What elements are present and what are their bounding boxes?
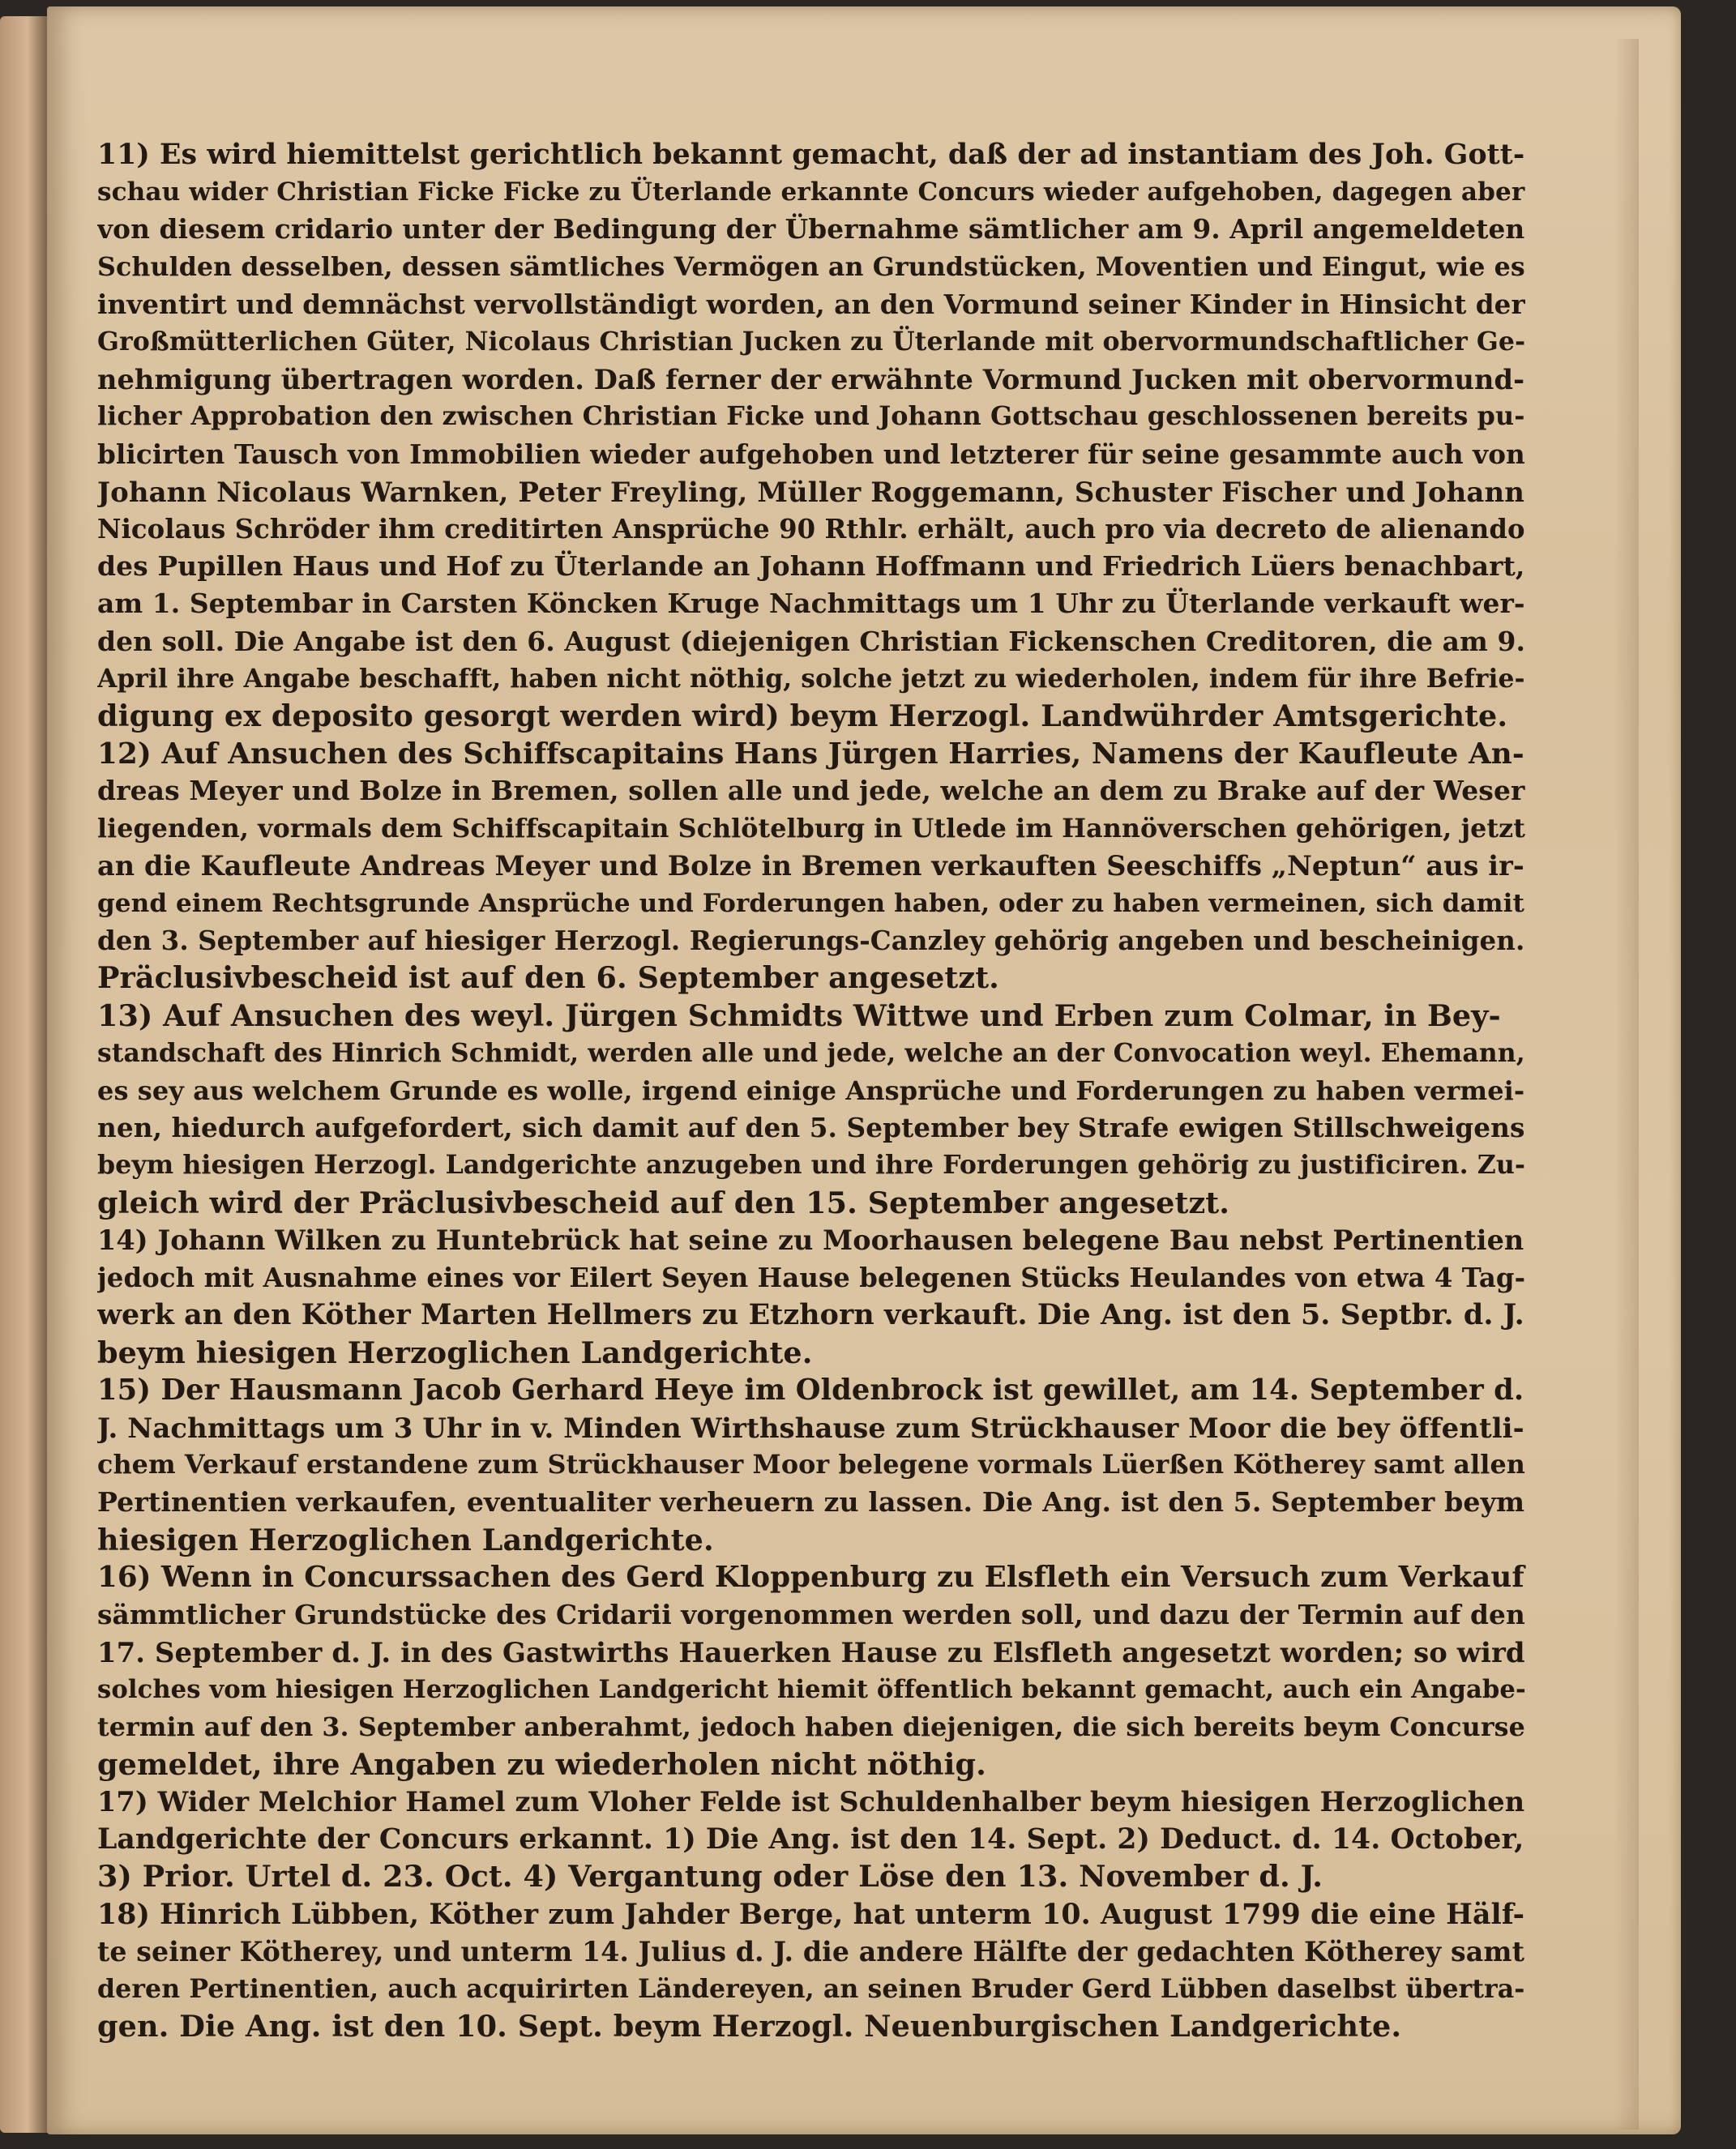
text-line: an die Kaufleute Andreas Meyer und Bolze in Bremen verkauften Seeschiffs „Neptun“ aus ir- xyxy=(97,849,1524,882)
page-text xyxy=(97,136,1532,2045)
text-line: 13) Auf Ansuchen des weyl. Jürgen Schmidts Wittwe und Erben zum Colmar, in Bey- xyxy=(97,998,1501,1033)
text-line: solches vom hiesigen Herzoglichen Landgericht hiemit öffentlich bekannt gemacht, auch ein Angabe- xyxy=(97,1675,1526,1705)
text-line: 15) Der Hausmann Jacob Gerhard Heye im Oldenbrock ist gewillet, am 14. September d. xyxy=(97,1373,1524,1407)
text-line: licher Approbation den zwischen Christian Ficke und Johann Gottschau geschlossenen bereits pu- xyxy=(97,401,1525,432)
text-line: beym hiesigen Herzogl. Landgerichte anzugeben und ihre Forderungen gehörig zu justificiren. Zu- xyxy=(97,1150,1526,1181)
text-line: nehmigung übertragen worden. Daß ferner der erwähnte Vormund Jucken mit obervormund- xyxy=(97,363,1525,396)
text-line: den 3. September auf hiesiger Herzogl. Regierungs-Canzley gehörig angeben und bescheinigen. xyxy=(97,925,1525,957)
text-line: 14) Johann Wilken zu Huntebrück hat seine zu Moorhausen belegene Bau nebst Pertinentien xyxy=(97,1224,1524,1256)
text-line: te seiner Kötherey, und unterm 14. Julius d. J. die andere Hälfte der gedachten Kötherey samt xyxy=(97,1935,1525,1967)
notice-entry-12 xyxy=(97,735,1532,997)
notice-entry-15 xyxy=(97,1372,1532,1559)
previous-page-edge xyxy=(0,16,50,2133)
text-line: digung ex deposito gesorgt werden wird) beym Herzogl. Landwührder Amtsgerichte. xyxy=(97,699,1508,734)
text-line: gemeldet, ihre Angaben zu wiederholen nicht nöthig. xyxy=(97,1746,986,1782)
notice-entry-18 xyxy=(97,1896,1532,2046)
text-line: es sey aus welchem Grunde es wolle, irgend einige Ansprüche und Forderungen zu haben vermei- xyxy=(97,1075,1525,1107)
text-line: deren Pertinentien, auch acquirirten Ländereyen, an seinen Bruder Gerd Lübben daselbst übertra- xyxy=(97,1973,1525,2004)
text-line: termin auf den 3. September anberahmt, jedoch haben diejenigen, die sich bereits beym Concurse xyxy=(97,1711,1525,1742)
notice-entry-14 xyxy=(97,1222,1532,1372)
text-line: chem Verkauf erstandene zum Strückhauser Moor belegene vormals Lüerßen Kötherey samt allen xyxy=(97,1450,1526,1480)
notice-entry-13 xyxy=(97,998,1532,1222)
text-line: Präclusivbescheid ist auf den 6. September angesetzt. xyxy=(97,960,999,996)
text-line: 16) Wenn in Concurssachen des Gerd Kloppenburg zu Elsfleth ein Versuch zum Verkauf xyxy=(97,1560,1524,1594)
text-line: gleich wird der Präclusivbescheid auf den 15. September angesetzt. xyxy=(97,1185,1230,1220)
text-line: J. Nachmittags um 3 Uhr in v. Minden Wirthshause zum Strückhauser Moor die bey öffentli- xyxy=(97,1411,1524,1444)
text-line: des Pupillen Haus und Hof zu Üterlande an Johann Hoffmann und Friedrich Lüers benachbart, xyxy=(97,550,1525,583)
text-line: den soll. Die Angabe ist den 6. August (diejenigen Christian Fickenschen Creditoren, die am 9. xyxy=(97,625,1526,657)
text-line: dreas Meyer und Bolze in Bremen, sollen alle und jede, welche an dem zu Brake auf der Weser xyxy=(97,775,1525,807)
text-line: 12) Auf Ansuchen des Schiffscapitains Hans Jürgen Harries, Namens der Kaufleute An- xyxy=(97,737,1524,771)
text-line: hiesigen Herzoglichen Landgerichte. xyxy=(97,1522,714,1557)
notice-entry-11 xyxy=(97,136,1532,735)
text-line: standschaft des Hinrich Schmidt, werden alle und jede, welche an der Convocation weyl. Ehemann, xyxy=(97,1037,1525,1068)
text-line: am 1. Septembar in Carsten Köncken Kruge Nachmittags um 1 Uhr zu Üterlande verkauft wer- xyxy=(97,587,1525,620)
text-line: von diesem cridario unter der Bedingung der Übernahme sämtlicher am 9. April angemeldeten xyxy=(97,213,1525,246)
page-fore-edge xyxy=(1614,39,1639,2130)
text-line: Schulden desselben, dessen sämtliches Vermögen an Grundstücken, Moventien und Eingut, wie es xyxy=(97,251,1525,282)
text-line: blicirten Tausch von Immobilien wieder aufgehoben und letzterer für seine gesammte auch von xyxy=(97,438,1525,470)
text-line: 11) Es wird hiemittelst gerichtlich bekannt gemacht, daß der ad instantiam des Joh. Gott- xyxy=(97,138,1525,171)
text-line: jedoch mit Ausnahme eines vor Eilert Seyen Hause belegenen Stücks Heulandes von etwa 4 Tag- xyxy=(97,1262,1526,1294)
text-line: 3) Prior. Urtel d. 23. Oct. 4) Vergantung oder Löse den 13. November d. J. xyxy=(97,1859,1323,1895)
text-line: Pertinentien verkaufen, eventualiter verheuern zu lassen. Die Ang. ist den 5. September beym xyxy=(97,1486,1525,1519)
text-line: gend einem Rechtsgrunde Ansprüche und Forderungen haben, oder zu haben vermeinen, sich damit xyxy=(97,889,1524,919)
notice-entry-17 xyxy=(97,1784,1532,1896)
notice-entry-16 xyxy=(97,1559,1532,1784)
text-line: sämmtlicher Grundstücke des Cridarii vorgenommen werden soll, und dazu der Termin auf den xyxy=(97,1598,1525,1630)
text-line: schau wider Christian Ficke Ficke zu Üterlande erkannte Concurs wieder aufgehoben, dagegen aber xyxy=(97,177,1525,207)
text-line: Großmütterlichen Güter, Nicolaus Christian Jucken zu Üterlande mit obervormundschaftlicher Ge- xyxy=(97,327,1526,357)
text-line: liegenden, vormals dem Schiffscapitain Schlötelburg in Utlede im Hannöverschen gehörigen, jetzt xyxy=(97,813,1525,844)
text-line: gen. Die Ang. ist den 10. Sept. beym Herzogl. Neuenburgischen Landgerichte. xyxy=(97,2009,1402,2044)
text-line: Landgerichte der Concurs erkannt. 1) Die Ang. ist den 14. Sept. 2) Deduct. d. 14. October, xyxy=(97,1823,1524,1856)
text-line: April ihre Angabe beschafft, haben nicht nöthig, solche jetzt zu wiederholen, indem für ihre Befrie- xyxy=(97,664,1525,694)
text-line: Johann Nicolaus Warnken, Peter Freyling, Müller Roggemann, Schuster Fischer und Johann xyxy=(97,475,1524,508)
text-line: werk an den Köther Marten Hellmers zu Etzhorn verkauft. Die Ang. ist den 5. Septbr. d. J. xyxy=(97,1298,1524,1332)
text-line: inventirt und demnächst vervollständigt worden, an den Vormund seiner Kinder in Hinsicht der xyxy=(97,288,1525,320)
text-line: 18) Hinrich Lübben, Köther zum Jahder Berge, hat unterm 10. August 1799 die eine Hälf- xyxy=(97,1897,1525,1931)
text-line: 17) Wider Melchior Hamel zum Vloher Felde ist Schuldenhalber beym hiesigen Herzoglichen xyxy=(97,1785,1525,1818)
text-line: 17. September d. J. in des Gastwirths Hauerken Hause zu Elsfleth angesetzt worden; so wird xyxy=(97,1636,1525,1669)
text-line: nen, hiedurch aufgefordert, sich damit auf den 5. September bey Strafe ewigen Stillschweigens xyxy=(97,1112,1525,1144)
text-line: beym hiesigen Herzoglichen Landgerichte. xyxy=(97,1335,813,1370)
text-line: Nicolaus Schröder ihm creditirten Ansprüche 90 Rthlr. erhält, auch pro via decreto de alienando xyxy=(97,514,1525,545)
